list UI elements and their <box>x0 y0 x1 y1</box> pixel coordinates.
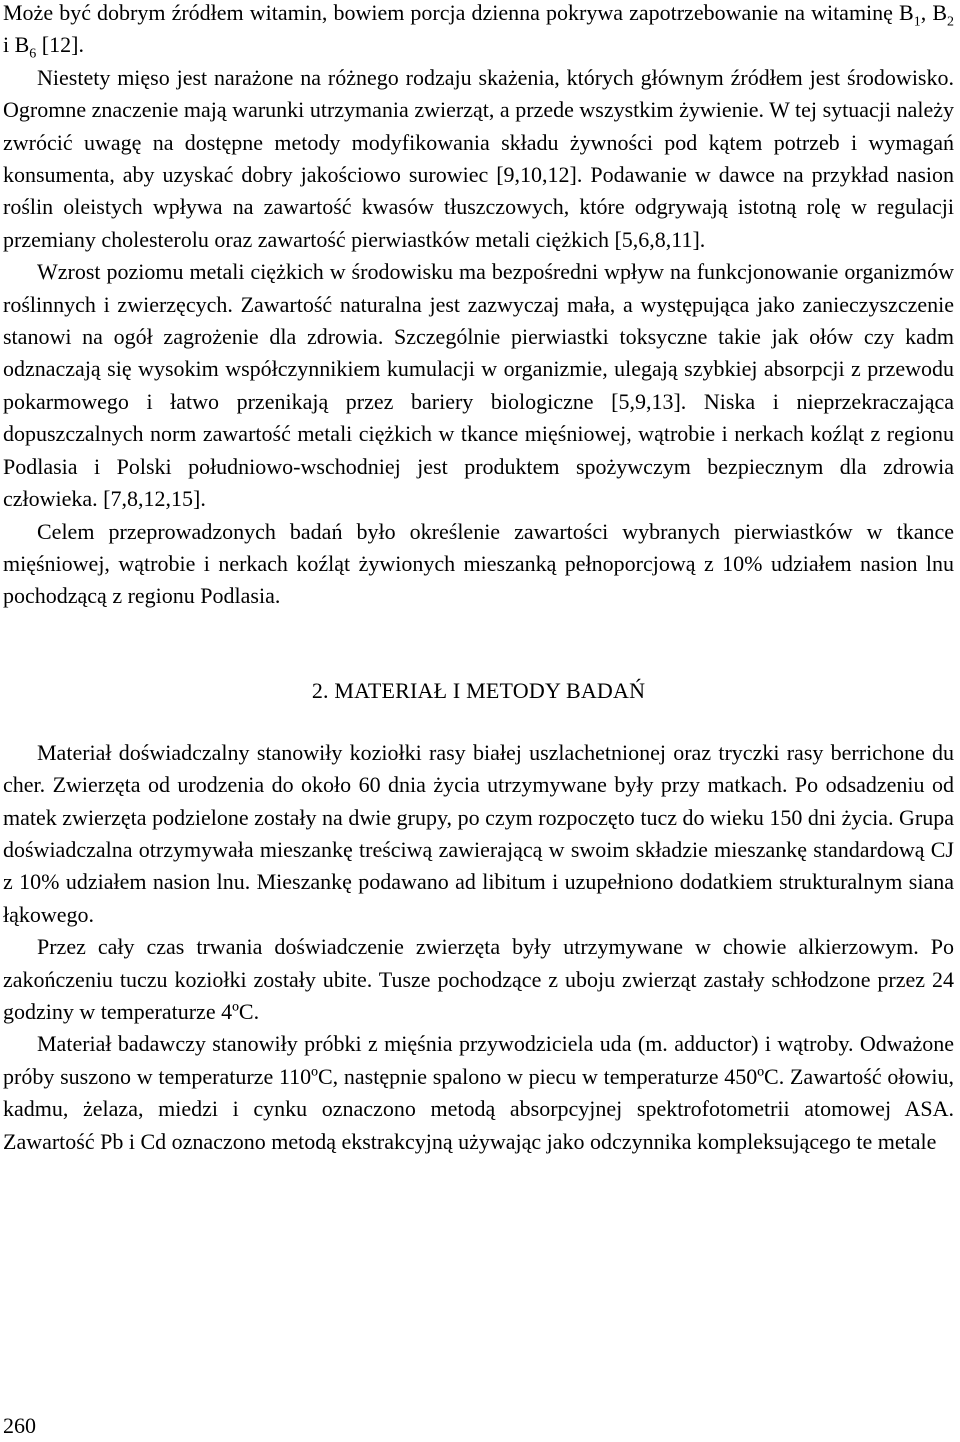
subscript-b2: 2 <box>947 14 954 30</box>
subscript-b6: 6 <box>29 46 37 62</box>
paragraph-vitamins-text-1: Może być dobrym źródłem witamin, bowiem porcja dzienna pokrywa zapotrzebowanie na witaminę B <box>3 0 914 25</box>
paragraph-housing: Przez cały czas trwania doświadczenie zwierzęta były utrzymywane w chowie alkierzowym. Po zakończeniu tuczu koziołki zostały ubite. Tusze pochodzące z uboju zwierząt zastały schłodzone przez 24 godziny w temperaturze 4ºC. <box>3 934 954 1024</box>
paragraph-vitamins-text-3: i B <box>3 32 30 58</box>
paragraph-aim: Celem przeprowadzonych badań było określenie zawartości wybranych pierwiastków w tkance mięśniowej, wątrobie i nerkach koźląt żywionych mieszanką pełnoporcjową z 10% udziałem nasion lnu pochodzącą z regionu Podlasia. <box>3 518 954 609</box>
paragraph-contamination: Niestety mięso jest narażone na różnego rodzaju skażenia, których głównym źródłem jest środowisko. Ogromne znaczenie mają warunki utrzymania zwierząt, a przede wszystkim żywienie. W tej sytuacji należy zwrócić uwagę na dostępne metody modyfikowania składu żywności pod kątem potrzeb i wymagań konsumenta, aby uzyskać dobry jakościowo surowiec [9,10,12]. Podawanie w dawce na przykład nasion roślin oleistych wpływa na zawartość kwasów tłuszczowych, które odgrywają istotną rolę w regulacji przemiany cholesterolu oraz zawartość pierwiastków metali ciężkich [5,6,8,11]. <box>3 64 954 252</box>
paragraph-vitamins-text-2: , B <box>920 0 947 25</box>
page-number: 260 <box>3 1413 36 1438</box>
paragraph-vitamins <box>3 0 954 62</box>
subscript-b1: 1 <box>913 14 921 30</box>
paragraph-material: Materiał doświadczalny stanowiły koziołki rasy białej uszlachetnionej oraz tryczki rasy berrichone du cher. Zwierzęta od urodzenia do około 60 dnia życia utrzymywane były przy matkach. Po odsadzeniu od matek zwierzęta podzielone zostały na dwie grupy, po czym rozpoczęto tucz do wieku 150 dni życia. Grupa doświadczalna otrzymywała mieszankę treściwą zawierającą w swoim składzie mieszankę standardową CJ z 10% udziałem nasion lnu. Mieszankę podawano ad libitum i uzupełniono dodatkiem strukturalnym siana łąkowego. <box>3 739 954 927</box>
paragraph-heavy-metals: Wzrost poziomu metali ciężkich w środowisku ma bezpośredni wpływ na funkcjonowanie organizmów roślinnych i zwierzęcych. Zawartość naturalna jest zazwyczaj mała, a występująca jako zanieczyszczenie stanowi na ogół zagrożenie dla zdrowia. Szczególnie pierwiastki toksyczne takie jak ołów czy kadm odznaczają się wysokim współczynnikiem kumulacji w organizmie, ulegają szybkiej absorpcji z przewodu pokarmowego i łatwo przenikają przez bariery biologiczne [5,9,13]. Niska i nieprzekraczająca dopuszczalnych norm zawartość metali ciężkich w tkance mięśniowej, wątrobie i nerkach koźląt z regionu Podlasia i Polski południowo-wschodniej jest produktem spożywczym bezpiecznym dla zdrowia człowieka. [7,8,12,15]. <box>3 259 954 512</box>
section-heading: 2. MATERIAŁ I METODY BADAŃ <box>311 677 646 703</box>
paragraph-vitamins-text-4: [12]. <box>36 32 84 58</box>
paragraph-samples: Materiał badawczy stanowiły próbki z mięśnia przywodziciela uda (m. adductor) i wątroby. Odważone próby suszono w temperaturze 110ºC, następnie spalono w piecu w temperaturze 450ºC. Zawartość ołowiu, kadmu, żelaza, miedzi i cynku oznaczono metodą absorpcyjnej spektrofotometrii atomowej ASA. Zawartość Pb i Cd oznaczono metodą ekstrakcyjną używając jako odczynnika kompleksującego te metale <box>3 1031 954 1154</box>
